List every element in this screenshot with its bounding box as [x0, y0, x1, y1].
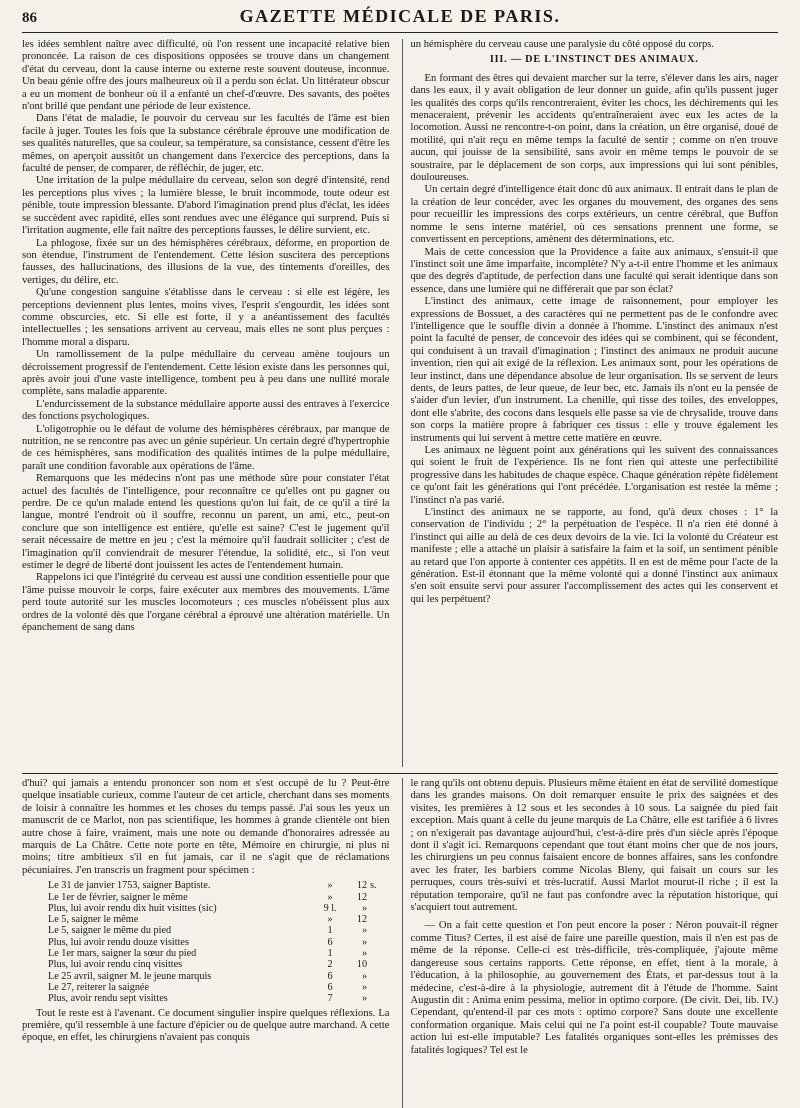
ledger-livres: 6 [327, 970, 333, 982]
paragraph: Une irritation de la pulpe médullaire du cerveau, selon son degré d'intensité, rend les perceptions plus vives ; la lumière blesse, le bruit incommode, toute odeur est pénible, toute impression blessante. D'abord l'imagination prend plus d'éclat, les idées se succèdent avec rapidité, elles sont rendues avec une élégance qui surprend. Puis si l'irritation augmente, elle fait naître des perceptions fausses, le délire survient, etc. [22, 175, 390, 237]
ledger-row [48, 971, 386, 982]
ledger-unit [367, 948, 386, 959]
running-header [22, 6, 778, 33]
ledger-row [48, 959, 386, 970]
ledger-sous: » [362, 970, 368, 982]
ledger-entry-text: Le 1er de février, saigner le même [48, 891, 188, 903]
ledger-sous: 10 [356, 959, 368, 971]
feuilleton-rule [22, 773, 778, 774]
ledger-livres: 6 [327, 981, 333, 993]
ledger-livres: 1 [327, 948, 333, 960]
paragraph: d'hui? qui jamais a entendu prononcer son nom et s'est occupé de lu ? Peut-être quelque insatiable curieux, comme l'auteur de cet article, cherchant dans ses moments de loisir à connaître les hommes et les choses du temps passé. J'ai sous les yeux un manuscrit de ce Marlot, non pas scientifique, les hommes à grande clientèle ont bien autre chose à faire, vraiment, mais une note ou demande d'honoraires adressée au marquis de La Châtre. Cette note porte en tête, Mémoire en chirurgie, ni plus ni moins; titre ambitieux s'il en fut jamais, car il ne s'agit que de réclamations pécuniaires. J'en transcris un fragment pour spécimen : [22, 778, 390, 876]
ledger-entry-text: Le 5, saigner le même du pied [48, 925, 172, 937]
lower-right-column [402, 778, 779, 1108]
surgery-bill-table [48, 880, 386, 1004]
ledger-unit [367, 925, 386, 936]
ledger-sous: » [362, 948, 368, 960]
ledger-livres: 2 [327, 959, 333, 971]
paragraph: Les animaux ne lèguent point aux générations qui les suivent des connaissances qui soient le fruit de l'expérience. Ils ne font rien qui atteste une perfectibilité progressive dans les habitudes de chaque espèce. Chaque génération répète fidèlement ce qu'ont fait les générations qui l'ont précédée. L'organisation est restée la même ; l'instinct n'a pas varié. [410, 445, 778, 506]
continued-line: un hémisphère du cerveau cause une paralysie du côté opposé du corps. [410, 39, 715, 50]
ledger-unit [367, 892, 386, 903]
ledger-entry-text: Plus, lui avoir rendu douze visittes [48, 936, 189, 948]
ledger-entry-text: Le 27, reiterer la saignée [48, 981, 149, 993]
paragraph: les idées semblent naître avec difficulté, où l'on ressent une incapacité relative bien prononcée. La raison de ces dispositions opposées se trouve dans un changement d'état du cerveau, dont la cause interne ou externe reste souvent douteuse, inconnue. Un beau génie offre des jours malheureux où il a perdu son éclat. Un littérateur obscur a eu un moment de bonheur où il a enfanté un chef-d'œuvre. Des savants, des poëtes n'ont brillé que pendant une période de leur existence. [22, 39, 390, 113]
paragraph: En formant des êtres qui devaient marcher sur la terre, s'élever dans les airs, nager dans les eaux, il y avait obligation de leur donner un guide, afin qu'ils pussent juger les qualités des corps qu'ils rencontreraient, éviter les chocs, les déchirements qui les menaceraient, prévenir les accidents qu'entraîneraient avec eux les actes de la locomotion. Aussi ne rencontre-t-on point, dans la création, un être organisé, doué de motilité, qui n'ait reçu en même temps la faculté de sentir ; comme on n'en trouve aucun, qui jouisse de la sensibilité, sans avoir en même temps le pouvoir de se soustraire, par le déplacement de son corps, aux impressions qui lui sont pénibles, douloureuses. [410, 72, 778, 184]
ledger-entry-text: Le 25 avril, saigner M. le jeune marquis [48, 970, 212, 982]
page-number: 86 [22, 10, 37, 26]
paragraph: le rang qu'ils ont obtenu depuis. Plusieurs même étaient en état de servilité domestique dans les grandes maisons. On doit remarquer ensuite le prix des saignées et des visites, les premières à 12 sous et les secondes à 10 sous. La saignée du pied fait exception. Mais quant à celle du jeune marquis de La Châtre, elle est tarifiée à 6 livres ; on n'exigerait pas davantage aujourd'hui, c'est-à-dire près d'un siècle après l'époque dont il s'agit ici. Remarquons cependant que tout étant moins cher que de nos jours, les chirurgiens un peu connus faisaient encore de bonnes affaires, sans les confondre avec les frater, les barbiers comme Nicolas Bleny, qui faisait un cours sur les perruques, cours très-suivi et très-lucratif. Aussi Marlot mourut-il riche ; il est la réputation temporaire, qu'il ne faut pas confondre avec la réputation historique, qui s'acquiert tout autrement. [410, 778, 778, 914]
lower-left-column [22, 778, 390, 1108]
ledger-row [48, 982, 386, 993]
feuilleton-columns [22, 778, 778, 1108]
paragraph: Dans l'état de maladie, le pouvoir du cerveau sur les facultés de l'âme est bien facile à juger. Toutes les fois que la substance cérébrale éprouve une modification de ses qualités naturelles, que sa couleur, sa température, sa consistance, cessent d'être les mêmes, on aperçoit aussitôt un changement dans l'exercice des perceptions, dans la faculté de penser, de comparer, de réfléchir, de juger, etc. [22, 113, 390, 175]
ledger-row [48, 925, 386, 936]
ledger-entry-text: Plus, lui avoir rendu dix huit visittes (sic) [48, 902, 217, 914]
upper-columns [22, 39, 778, 767]
paragraph: — On a fait cette question et l'on peut encore la poser : Néron pouvait-il régner comme Titus? Certes, il est aisé de faire une pareille question, mais il n'en est pas de même de la réponse. Celle-ci est très-difficile, très-compliquée, j'ajoute même dangereuse sous certains rapports. Cette réponse, en effet, tient à la morale, à l'éducation, à la philosophie, au gouvernement des États, et par-dessus tout à la médecine, c'est-à-dire à la physiologie, autrement dit à l'étude de l'homme. Saint Augustin dit : Anima enim pessima, melior in optimo corpore. (De civit. Dei, lib. IV.) Cependant, qu'entend-il par ces mots : optimo corpore? Sans doute une excellente conformation organique. Mais celui qui ne l'a point est-il coupable? Toute mauvaise action lui est-elle imputable? Les fatalités organiques sont-elles les prémisses des fatalités logiques? Tel est le [410, 920, 778, 1056]
ledger-sous: » [362, 993, 368, 1005]
ledger-sous: » [362, 925, 368, 937]
upper-right-column [402, 39, 779, 767]
ledger-unit [367, 982, 386, 993]
ledger-livres: 9 l. [323, 902, 337, 914]
ledger-row [48, 993, 386, 1004]
paragraph: Remarquons que les médecins n'ont pas une méthode sûre pour constater l'état actuel des facultés de l'intelligence, pour reconnaître ce qu'elles ont pu gagner ou perdre. De ce qu'un malade entend les questions qu'on lui fait, de ce qu'il a tiré la langue, montré l'endroit où il souffre, reconnu un parent, un ami, etc., peut-on conclure que son intelligence est entière, qu'elle est saine? C'est le jugement qu'il serait nécessaire de mettre en jeu ; c'est la mémoire qu'il faudrait solliciter ; c'est de l'imagination qu'il conviendrait de mesurer l'étendue, la solidité, etc., si l'on veut estimer le degré de liberté dont jouissent les actes de l'entendement humain. [22, 473, 390, 572]
ledger-row [48, 880, 386, 891]
ledger-livres: 6 [327, 936, 333, 948]
ledger-unit [367, 993, 386, 1004]
section-heading: III. — DE L'INSTINCT DES ANIMAUX. [489, 54, 699, 66]
ledger-unit [367, 959, 386, 970]
ledger-unit: s. [370, 880, 377, 892]
ledger-unit [367, 903, 386, 914]
ledger-sous: 12 [356, 880, 368, 892]
paragraph: Qu'une congestion sanguine s'établisse dans le cerveau : si elle est légère, les perceptions deviennent plus lentes, moins vives, l'esprit s'engourdit, les idées sont comme obscurcies, etc. Si elle est forte, il y a anéantissement des facultés intellectuelles ; les sensations arrivent au cerveau, mais elles ne sont plus perçues : l'homme moral a disparu. [22, 287, 390, 348]
ledger-sous: » [362, 936, 368, 948]
upper-left-column [22, 39, 390, 767]
ledger-entry-text: Le 31 de janvier 1753, saigner Baptiste. [48, 880, 211, 892]
ledger-sous: » [362, 981, 368, 993]
ledger-sous: 12 [356, 914, 368, 926]
ledger-row [48, 903, 386, 914]
ledger-row [48, 914, 386, 925]
paragraph: Rappelons ici que l'intégrité du cerveau est aussi une condition essentielle pour que l'âme puisse mouvoir le corps, faire exécuter aux membres des mouvements. L'âme perd toute autorité sur les muscles locomoteurs ; ces muscles n'obéissent plus aux ordres de la volonté dès que l'organe cérébral a éprouvé une altération matérielle. Un épanchement de sang dans [22, 572, 390, 634]
paragraph: Tout le reste est à l'avenant. Ce document singulier inspire quelques réflexions. La première, qu'il ressemble à une facture d'épicier ou de quelque autre marchand. A cette époque, en effet, les chirurgiens n'avaient pas conquis [22, 1007, 390, 1044]
ledger-unit [367, 914, 386, 925]
paragraph: L'instinct des animaux, cette image de raisonnement, pour employer les expressions de Bossuet, a des caractères qui ne permettent pas de le confondre avec l'intelligence que le souffle divin a donnée à l'homme. L'instinct des animaux n'est point la faculté de penser, de concevoir des idées qui se combinent, qui se fécondent, qui conduisent à un travail d'imagination ; l'instinct des animaux ne produit aucune invention, rien qui ait exigé de la réflexion. Les animaux sont, pour les opérations de leur instinct, dans une dépendance absolue de leur organisation. Ils se servent de leurs dents, de leurs pattes, de leur queue, de leur bec, etc. Jamais ils n'ont eu la pensée de s'aider d'un levier, d'un instrument. La chenille, qui tisse des toiles, des enveloppes, dont elle s'abrite, des cocons dans lesquels elle passe sa vie de chrysalide, trouve dans son corps la matière propre à fabriquer ces tissus : elle y trouve également les instruments qui lui servent à mettre cette matière en œuvre. [410, 296, 778, 444]
journal-title: GAZETTE MÉDICALE DE PARIS. [239, 6, 561, 26]
ledger-sous: » [362, 902, 368, 914]
ledger-entry-text: Le 5, saigner le même [48, 914, 139, 926]
ledger-row [48, 948, 386, 959]
ledger-entry-text: Plus, lui avoir rendu cinq visittes [48, 959, 183, 971]
paragraph: Mais de cette concession que la Providence a faite aux animaux, s'ensuit-il que l'instinct soit une âme imparfaite, incomplète? N'y a-t-il entre l'homme et les animaux que des degrés d'aptitude, de perfection dans une faculté qui serait identique dans son essence, dans une lumière qui ne différerait que par son éclat? [410, 246, 778, 295]
ledger-unit [367, 937, 386, 948]
ledger-livres: 7 [327, 993, 333, 1005]
paragraph: L'endurcissement de la substance médullaire apporte aussi des entraves à l'exercice des fonctions psychologiques. [22, 398, 390, 423]
paragraph: Un ramollissement de la pulpe médullaire du cerveau amène toujours un décroissement progressif de l'entendement. Cette lésion existe dans les personnes qui, après avoir joui d'une vaste intelligence, tombent peu à peu dans une nullité morale complète, sans maladie apparente. [22, 349, 390, 398]
ledger-entry-text: Le 1er mars, saigner la sœur du pied [48, 948, 197, 960]
ledger-livres: » [327, 880, 333, 892]
paragraph: L'instinct des animaux ne se rapporte, au fond, qu'à deux choses : 1° la conservation de l'individu ; 2° la perpétuation de l'espèce. Il n'a rien été donné à l'instinct qui aille au delà de ces deux devoirs de la vie. Ici la volonté du Créateur est manifeste ; elle a attaché un plaisir à satisfaire la faim et la soif, un sentiment pénible au retard que l'on apporte à contenter ces appétits. Il en est de même pour l'acte de la génération. Est-il étonnant que la même volonté qui a donné l'instinct aux animaux s'en soit ensuite servi pour assurer l'accomplissement des actes qui les conservent et qui les perpétuent? [410, 507, 778, 605]
ledger-livres: » [327, 891, 333, 903]
paragraph: L'oligotrophie ou le défaut de volume des hémisphères cérébraux, par manque de nutrition, ne se rencontre pas avec un génie supérieur. Un certain degré d'hypertrophie de ces hémisphères, sans modification des qualités intimes de la pulpe médullaire, paraît une condition favorable aux opérations de l'âme. [22, 423, 390, 472]
ledger-entry-text: Plus, avoir rendu sept visittes [48, 993, 168, 1005]
ledger-unit [367, 971, 386, 982]
ledger-livres: 1 [327, 925, 333, 937]
paragraph: La phlogose, fixée sur un des hémisphères cérébraux, déforme, en proportion de son étendue, l'instrument de l'entendement. Cette lésion suscitera des perceptions fausses, des hallucinations, des illusions de la vue, des tintements d'oreilles, des vertiges, du délire, etc. [22, 237, 390, 286]
ledger-row [48, 937, 386, 948]
ledger-livres: » [327, 914, 333, 926]
paragraph: Un certain degré d'intelligence était donc dû aux animaux. Il entrait dans le plan de la création de leur concéder, avec les organes du mouvement, des organes des sens pour recueillir les impressions des corps extérieurs, un centre cérébral, que Buffon nomme le sens interne matériel, où ces sensations prennent une forme, se convertissent en perceptions, amènent des déterminations, etc. [410, 184, 778, 246]
ledger-row [48, 892, 386, 903]
ledger-sous: 12 [356, 891, 368, 903]
